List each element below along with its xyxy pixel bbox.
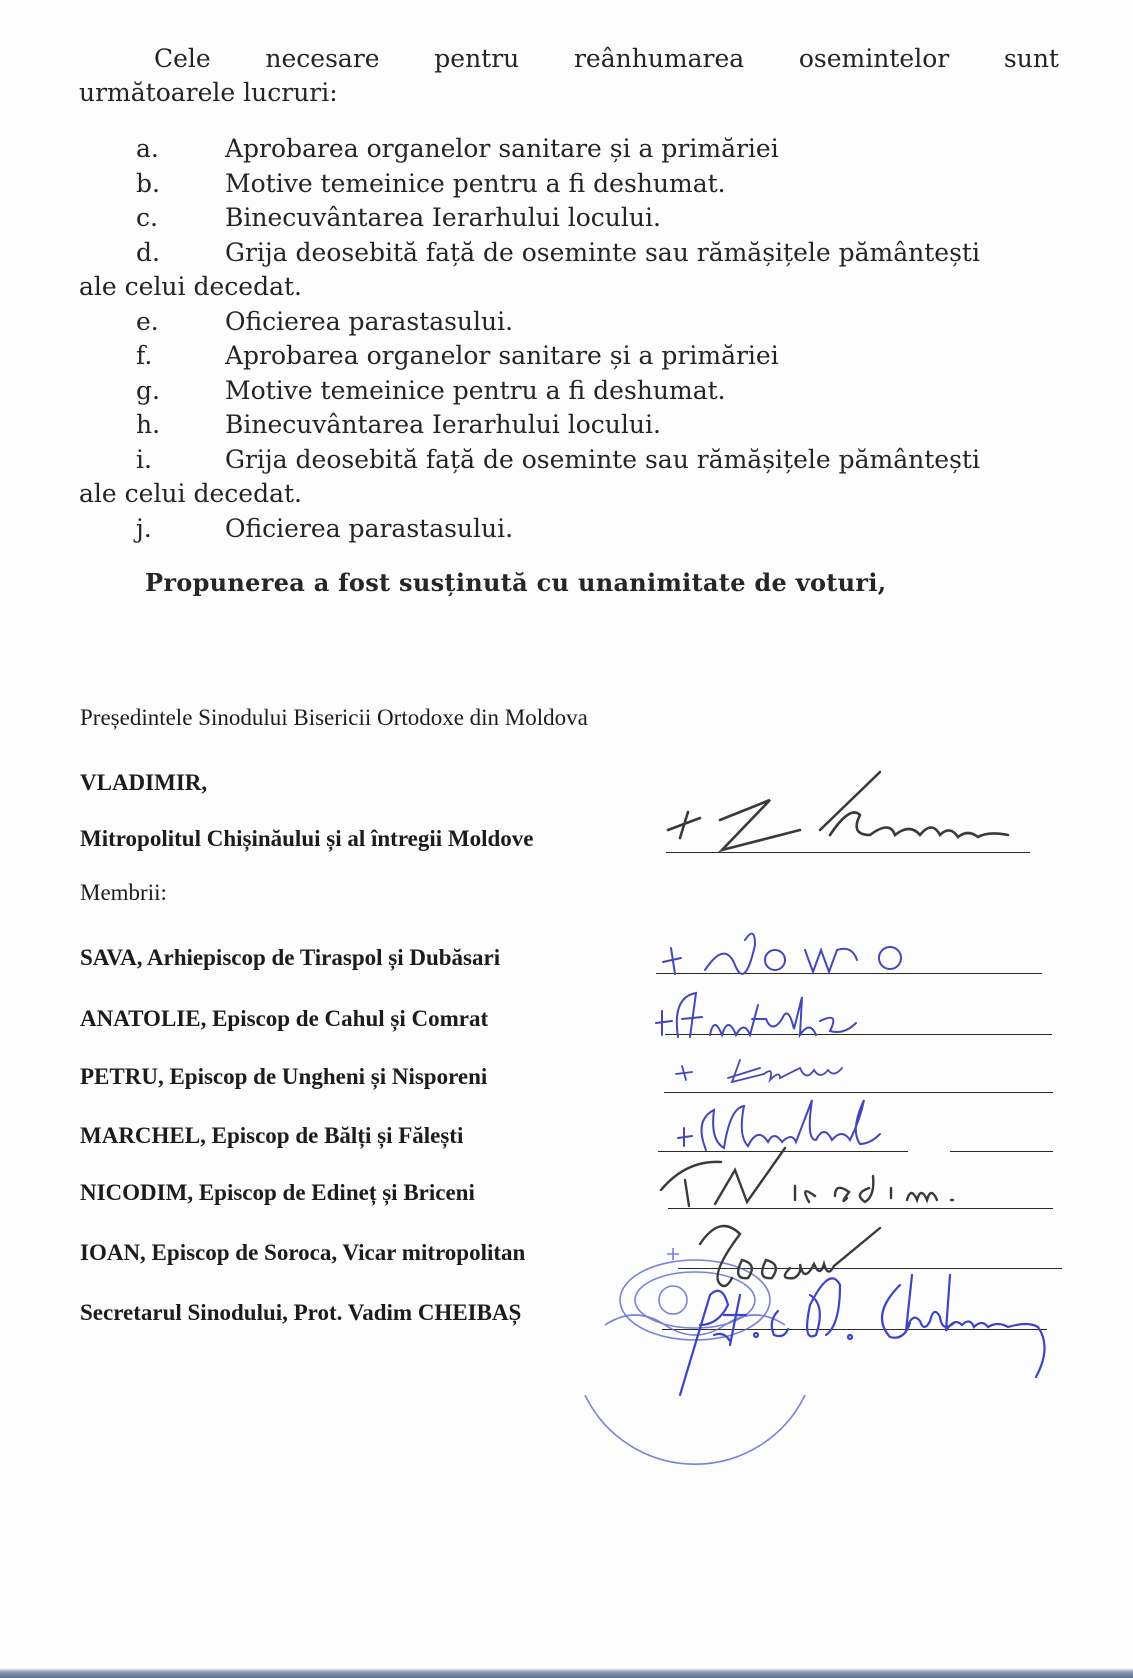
signature-stroke: [772, 1278, 840, 1336]
list-item: [79, 132, 1069, 167]
list-item: [79, 236, 1069, 305]
intro-word: osemintelor: [798, 44, 950, 73]
list-text: Aprobarea organelor sanitare și a primăriei: [225, 341, 779, 370]
signature-stroke: [720, 800, 800, 850]
requirements-list: [79, 132, 1069, 546]
signature-cross-icon: [663, 948, 681, 974]
list-text: Grija deosebită față de oseminte sau rămășițele pământești: [225, 237, 980, 267]
signature-cross-icon: [668, 812, 700, 838]
member-label-nicodim: NICODIM, Episcop de Edineț și Briceni: [80, 1180, 475, 1205]
list-item: [79, 201, 1069, 236]
secretary-label: Secretarul Sinodului, Prot. Vadim CHEIBAȘ: [80, 1300, 522, 1325]
member-label-sava: SAVA, Arhiepiscop de Tiraspol și Dubăsari: [80, 945, 501, 970]
list-text: Grija deosebită față de oseminte sau rămășițele pământești: [225, 444, 980, 474]
signature-stroke: [805, 949, 857, 972]
intro-line-1: [79, 42, 1059, 76]
stamp-line-1: SINODUL: [644, 1341, 746, 1365]
signature-stroke: [830, 813, 1008, 838]
list-item: [79, 512, 1069, 547]
list-marker: c.: [136, 203, 158, 232]
list-marker: i.: [136, 444, 152, 474]
president-name: VLADIMIR,: [80, 770, 208, 795]
signature-secretary: [650, 1255, 1090, 1415]
list-marker: a.: [136, 134, 159, 163]
list-text: Binecuvântarea Ierarhului locului.: [225, 410, 661, 439]
stamp-ring-text: MITROPOLIA CHIȘINĂULUI ȘI A ÎNTREGII MOLDOVE: [563, 1287, 828, 1483]
list-marker: e.: [136, 306, 159, 336]
list-text-continuation: ale celui decedat.: [79, 271, 302, 301]
member-label-petru: PETRU, Episcop de Ungheni și Nisporeni: [80, 1064, 488, 1089]
list-item: [79, 167, 1069, 202]
list-item: [79, 339, 1069, 374]
stamp-line-3: DIN MOLDOVA: [641, 1390, 749, 1408]
intro-word: reânhumarea: [573, 44, 745, 73]
intro-line-2: următoarele lucruri:: [79, 78, 338, 107]
signature-stroke: [728, 1060, 842, 1082]
intro-word: sunt: [1003, 44, 1059, 73]
intro-word: necesare: [265, 44, 380, 73]
signature-stroke: [848, 1335, 852, 1339]
signature-cross-icon: [661, 1162, 721, 1206]
list-marker: d.: [136, 237, 160, 267]
signature-stroke: [820, 772, 880, 830]
member-label-ioan: IOAN, Episcop de Soroca, Vicar mitropolitan: [80, 1240, 526, 1265]
signature-stroke: [879, 947, 901, 969]
signature-stroke: [765, 950, 785, 970]
signature-stroke: [795, 1176, 953, 1202]
signature-stroke: [882, 1275, 1045, 1377]
scan-edge: [0, 1668, 1133, 1678]
signature-stroke: [754, 1333, 758, 1337]
list-text: Oficierea parastasului.: [225, 513, 514, 543]
signature-nicodim: [655, 1140, 975, 1220]
intro-word: pentru: [434, 44, 520, 73]
intro-word: Cele: [154, 44, 211, 73]
signature-anatolie: [650, 985, 910, 1045]
list-text: Motive temeinice pentru a fi deshumat.: [225, 168, 726, 198]
list-marker: b.: [136, 168, 160, 198]
signature-stroke: [677, 993, 702, 1037]
signature-cross-icon: [656, 1011, 672, 1035]
list-item: [79, 374, 1069, 409]
signature-stroke: [715, 1148, 785, 1204]
president-title: Președintele Sinodului Bisericii Ortodoxe din Moldova: [80, 705, 588, 730]
signature-stroke: [710, 997, 856, 1035]
list-marker: g.: [136, 375, 160, 405]
signature-stroke: [705, 934, 755, 974]
signature-president: [660, 760, 1060, 860]
member-label-marchel: MARCHEL, Episcop de Bălți și Fălești: [80, 1123, 464, 1148]
signature-sava: [655, 920, 975, 980]
list-item: [79, 305, 1069, 340]
list-text: Aprobarea organelor sanitare și a primăriei: [225, 134, 779, 163]
stamp-line-2: BISERICII ORTODOXE: [616, 1370, 774, 1388]
signature-petru: [670, 1048, 870, 1088]
list-marker: h.: [136, 410, 161, 439]
signature-stroke: [680, 1291, 746, 1395]
list-item: [79, 408, 1069, 443]
conclusion-statement: Propunerea a fost susținută cu unanimitate de voturi,: [145, 568, 887, 597]
member-label-anatolie: ANATOLIE, Episcop de Cahul și Comrat: [80, 1006, 489, 1031]
intro-paragraph: [79, 42, 1059, 110]
list-item: [79, 443, 1069, 512]
list-text-continuation: ale celui decedat.: [79, 478, 302, 508]
list-marker: f.: [136, 341, 153, 370]
signature-cross-icon: [676, 1066, 692, 1080]
members-label: Membrii:: [80, 880, 167, 905]
list-text: Binecuvântarea Ierarhului locului.: [225, 203, 661, 232]
list-text: Motive temeinice pentru a fi deshumat.: [225, 375, 726, 405]
list-text: Oficierea parastasului.: [225, 306, 514, 336]
president-role: Mitropolitul Chișinăului și al întregii Moldove: [80, 826, 534, 851]
list-marker: j.: [136, 513, 152, 543]
